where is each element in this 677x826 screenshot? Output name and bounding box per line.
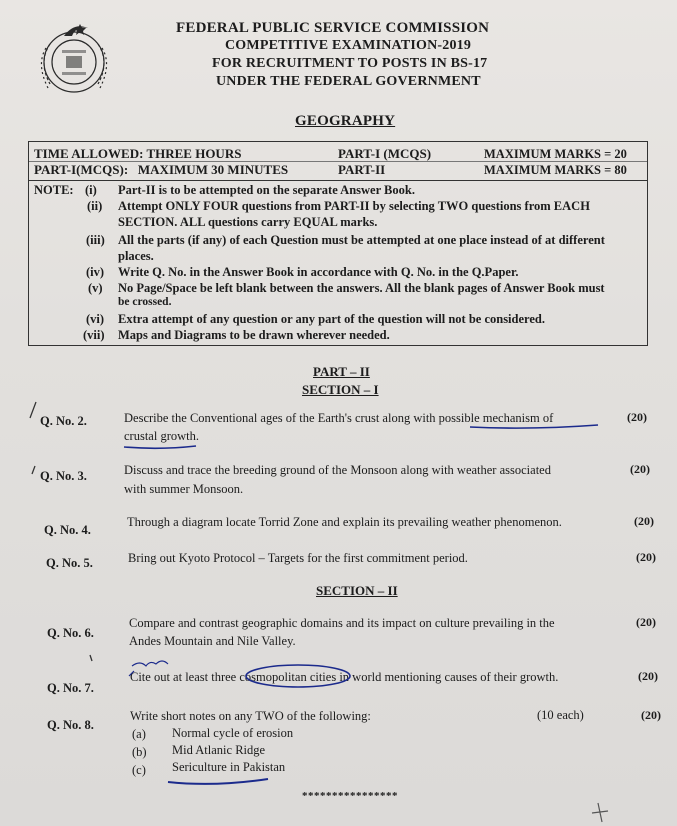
note-num-7: (vii)	[83, 328, 105, 342]
note-text-5b: be crossed.	[118, 296, 172, 308]
part2-marks: MAXIMUM MARKS = 80	[484, 163, 627, 177]
pen-circle-cosmopolitan	[246, 665, 350, 687]
question-text-2: Describe the Conventional ages of the Earth's crust along with possible mechanism of	[124, 411, 554, 425]
note-text-4: Write Q. No. in the Answer Book in accordance with Q. No. in the Q.Paper.	[118, 265, 519, 279]
question-marks-8: (20)	[641, 708, 661, 722]
question-number-8: Q. No. 8.	[47, 718, 94, 732]
question-marks-3: (20)	[630, 462, 650, 476]
part1-marks: MAXIMUM MARKS = 20	[484, 147, 627, 161]
question-number-6: Q. No. 6.	[47, 626, 94, 640]
note-text-1: Part-II is to be attempted on the separate Answer Book.	[118, 183, 415, 197]
note-text-7: Maps and Diagrams to be drawn wherever needed.	[118, 328, 390, 342]
part-text-b: Mid Atlanic Ridge	[172, 743, 266, 757]
question-number-2: Q. No. 2.	[40, 414, 87, 428]
question-marks-2: (20)	[627, 410, 647, 424]
question-text-2b: crustal growth.	[124, 429, 199, 443]
commission-title: FEDERAL PUBLIC SERVICE COMMISSION	[176, 20, 490, 36]
question-marks-5: (20)	[636, 550, 656, 564]
part-label-a: (a)	[132, 727, 146, 741]
question-number-7: Q. No. 7.	[47, 681, 94, 695]
part2-label: PART-II	[338, 162, 386, 177]
question-text-6: Compare and contrast geographic domains and its impact on culture prevailing in the	[129, 616, 555, 630]
part-text-a: Normal cycle of erosion	[172, 726, 294, 740]
note-text-2: Attempt ONLY FOUR questions from PART-II by selecting TWO questions from EACH	[118, 199, 590, 213]
note-num-4: (iv)	[86, 265, 105, 279]
question-text-3: Discuss and trace the breeding ground of the Monsoon along with weather associated	[124, 463, 551, 477]
note-text-2b: SECTION. ALL questions carry EQUAL marks.	[118, 215, 378, 229]
question-text-7: Cite out at least three cosmopolitan cities in world mentioning causes of their growth.	[130, 670, 559, 684]
pencil-tick-q2	[30, 402, 36, 418]
note-text-6: Extra attempt of any question or any part of the question will not be considered.	[118, 312, 545, 326]
part-label-c: (c)	[132, 763, 146, 777]
exam-title: COMPETITIVE EXAMINATION-2019	[225, 38, 472, 53]
note-text-5: No Page/Space be left blank between the answers. All the blank pages of Answer Book must	[118, 281, 605, 295]
pen-mark-cite	[129, 671, 134, 676]
part2-title: PART – II	[313, 364, 370, 379]
pen-mark-bottom	[592, 803, 608, 822]
question-marks-6: (20)	[636, 615, 656, 629]
pen-underline-mechanism	[470, 425, 598, 428]
part1-label: PART-I (MCQS)	[338, 146, 432, 161]
pen-underline-crustal	[124, 446, 196, 448]
note-num-5: (v)	[88, 281, 103, 295]
question-number-4: Q. No. 4.	[44, 523, 91, 537]
question-each-8: (10 each)	[537, 708, 584, 722]
pen-underline-sericulture	[168, 779, 268, 784]
question-text-4: Through a diagram locate Torrid Zone and explain its prevailing weather phenomenon.	[127, 515, 562, 529]
section1-title: SECTION – I	[302, 382, 379, 397]
subject-title: GEOGRAPHY	[295, 113, 396, 129]
question-text-8: Write short notes on any TWO of the following:	[130, 709, 371, 723]
question-text-6b: Andes Mountain and Nile Valley.	[129, 634, 296, 648]
question-text-3b: with summer Monsoon.	[124, 482, 244, 496]
pencil-tick-q3	[32, 466, 35, 474]
note-num-1: (i)	[85, 183, 97, 197]
question-number-3: Q. No. 3.	[40, 469, 87, 483]
note-num-2: (ii)	[87, 199, 103, 213]
question-marks-7: (20)	[638, 669, 658, 683]
pencil-mark-q6	[90, 655, 92, 661]
recruitment-line: FOR RECRUITMENT TO POSTS IN BS-17	[212, 56, 488, 71]
part1-time: PART-I(MCQS): MAXIMUM 30 MINUTES	[34, 162, 289, 177]
note-num-6: (vi)	[86, 312, 105, 326]
question-text-5: Bring out Kyoto Protocol – Targets for the first commitment period.	[128, 551, 468, 565]
pen-scribble-note	[132, 661, 168, 666]
question-marks-4: (20)	[634, 514, 654, 528]
footer-stars: ****************	[302, 790, 398, 802]
part-label-b: (b)	[132, 745, 147, 759]
note-label: NOTE:	[34, 183, 74, 197]
note-text-3b: places.	[118, 249, 154, 263]
note-num-3: (iii)	[86, 233, 105, 247]
section2-title: SECTION – II	[316, 583, 398, 598]
note-text-3: All the parts (if any) of each Question must be attempted at one place instead of at different	[118, 233, 605, 247]
government-line: UNDER THE FEDERAL GOVERNMENT	[216, 74, 481, 89]
time-allowed: TIME ALLOWED: THREE HOURS	[34, 146, 242, 161]
question-number-5: Q. No. 5.	[46, 556, 93, 570]
part-text-c: Sericulture in Pakistan	[172, 760, 286, 774]
